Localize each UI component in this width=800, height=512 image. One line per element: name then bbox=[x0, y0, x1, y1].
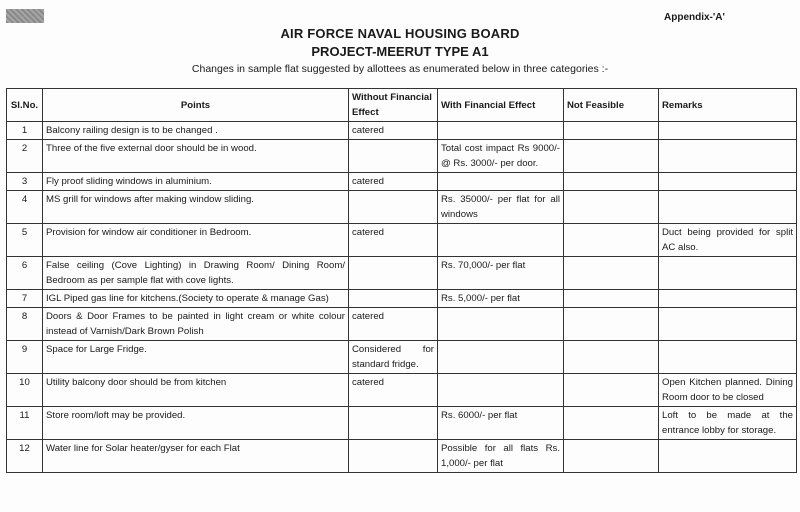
header-points: Points bbox=[43, 89, 349, 122]
table-row bbox=[7, 257, 797, 290]
table-row bbox=[7, 308, 797, 341]
cell-remarks: Duct being provided for split AC also. bbox=[659, 224, 797, 257]
cell-point: MS grill for windows after making window sliding. bbox=[43, 191, 349, 224]
cell-slno: 8 bbox=[7, 308, 43, 341]
cell-without-financial-effect bbox=[349, 191, 438, 224]
cell-remarks bbox=[659, 173, 797, 191]
cell-point: Balcony railing design is to be changed . bbox=[43, 122, 349, 140]
cell-without-financial-effect bbox=[349, 440, 438, 473]
appendix-label: Appendix-'A' bbox=[664, 12, 725, 23]
cell-not-feasible bbox=[564, 191, 659, 224]
table-row bbox=[7, 122, 797, 140]
cell-point: Water line for Solar heater/gyser for each Flat bbox=[43, 440, 349, 473]
cell-remarks bbox=[659, 341, 797, 374]
cell-slno: 10 bbox=[7, 374, 43, 407]
cell-not-feasible bbox=[564, 140, 659, 173]
cell-remarks bbox=[659, 122, 797, 140]
header-with-financial-effect: With Financial Effect bbox=[438, 89, 564, 122]
cell-with-financial-effect: Possible for all flats Rs. 1,000/- per flat bbox=[438, 440, 564, 473]
cell-without-financial-effect: catered bbox=[349, 374, 438, 407]
cell-remarks: Open Kitchen planned. Dining Room door to be closed bbox=[659, 374, 797, 407]
table-row bbox=[7, 341, 797, 374]
cell-not-feasible bbox=[564, 308, 659, 341]
cell-with-financial-effect bbox=[438, 308, 564, 341]
table-row bbox=[7, 290, 797, 308]
cell-not-feasible bbox=[564, 224, 659, 257]
cell-without-financial-effect: catered bbox=[349, 173, 438, 191]
cell-not-feasible bbox=[564, 407, 659, 440]
cell-point: Space for Large Fridge. bbox=[43, 341, 349, 374]
header-remarks: Remarks bbox=[659, 89, 797, 122]
changes-table bbox=[6, 88, 797, 473]
document-title: AIR FORCE NAVAL HOUSING BOARD bbox=[280, 26, 520, 41]
cell-not-feasible bbox=[564, 290, 659, 308]
cell-with-financial-effect: Rs. 70,000/- per flat bbox=[438, 257, 564, 290]
header-slno: Sl.No. bbox=[7, 89, 43, 122]
cell-with-financial-effect: Rs. 35000/- per flat for all windows bbox=[438, 191, 564, 224]
cell-without-financial-effect: catered bbox=[349, 224, 438, 257]
cell-slno: 9 bbox=[7, 341, 43, 374]
cell-without-financial-effect: Considered for standard fridge. bbox=[349, 341, 438, 374]
cell-with-financial-effect bbox=[438, 173, 564, 191]
cell-with-financial-effect bbox=[438, 224, 564, 257]
cell-slno: 1 bbox=[7, 122, 43, 140]
table-row bbox=[7, 173, 797, 191]
table-row bbox=[7, 407, 797, 440]
cell-point: Provision for window air conditioner in Bedroom. bbox=[43, 224, 349, 257]
cell-with-financial-effect bbox=[438, 374, 564, 407]
cell-without-financial-effect bbox=[349, 140, 438, 173]
document-subtitle: Changes in sample flat suggested by allottees as enumerated below in three categories :- bbox=[191, 63, 609, 75]
cell-with-financial-effect: Rs. 6000/- per flat bbox=[438, 407, 564, 440]
cell-slno: 3 bbox=[7, 173, 43, 191]
cell-with-financial-effect: Total cost impact Rs 9000/-@ Rs. 3000/- per door. bbox=[438, 140, 564, 173]
cell-point: Utility balcony door should be from kitchen bbox=[43, 374, 349, 407]
cell-not-feasible bbox=[564, 257, 659, 290]
cell-not-feasible bbox=[564, 173, 659, 191]
cell-not-feasible bbox=[564, 341, 659, 374]
cell-point: Store room/loft may be provided. bbox=[43, 407, 349, 440]
project-title: PROJECT-MEERUT TYPE A1 bbox=[311, 44, 489, 59]
cell-without-financial-effect: catered bbox=[349, 308, 438, 341]
table-row bbox=[7, 191, 797, 224]
cell-slno: 2 bbox=[7, 140, 43, 173]
cell-not-feasible bbox=[564, 374, 659, 407]
cell-remarks bbox=[659, 290, 797, 308]
header-not-feasible: Not Feasible bbox=[564, 89, 659, 122]
table-row bbox=[7, 224, 797, 257]
table-row bbox=[7, 374, 797, 407]
cell-point: Doors & Door Frames to be painted in light cream or white colour instead of Varnish/Dark Brown Polish bbox=[43, 308, 349, 341]
cell-remarks: Loft to be made at the entrance lobby for storage. bbox=[659, 407, 797, 440]
cell-remarks bbox=[659, 191, 797, 224]
header-without-financial-effect: Without Financial Effect bbox=[349, 89, 438, 122]
cell-slno: 5 bbox=[7, 224, 43, 257]
cell-with-financial-effect bbox=[438, 341, 564, 374]
cell-slno: 4 bbox=[7, 191, 43, 224]
table-header-row bbox=[7, 89, 797, 122]
cell-slno: 11 bbox=[7, 407, 43, 440]
cell-slno: 12 bbox=[7, 440, 43, 473]
cell-with-financial-effect bbox=[438, 122, 564, 140]
cell-remarks bbox=[659, 308, 797, 341]
cell-with-financial-effect: Rs. 5,000/- per flat bbox=[438, 290, 564, 308]
table-row bbox=[7, 440, 797, 473]
cell-point: False ceiling (Cove Lighting) in Drawing Room/ Dining Room/ Bedroom as per sample flat with cove lights. bbox=[43, 257, 349, 290]
cell-remarks bbox=[659, 140, 797, 173]
cell-point: Three of the five external door should be in wood. bbox=[43, 140, 349, 173]
cell-without-financial-effect: catered bbox=[349, 122, 438, 140]
cell-not-feasible bbox=[564, 440, 659, 473]
scan-mark bbox=[6, 9, 44, 23]
cell-remarks bbox=[659, 257, 797, 290]
cell-slno: 7 bbox=[7, 290, 43, 308]
cell-without-financial-effect bbox=[349, 290, 438, 308]
cell-point: Fly proof sliding windows in aluminium. bbox=[43, 173, 349, 191]
cell-without-financial-effect bbox=[349, 407, 438, 440]
cell-without-financial-effect bbox=[349, 257, 438, 290]
cell-point: IGL Piped gas line for kitchens.(Society to operate & manage Gas) bbox=[43, 290, 349, 308]
cell-slno: 6 bbox=[7, 257, 43, 290]
table-row bbox=[7, 140, 797, 173]
cell-not-feasible bbox=[564, 122, 659, 140]
cell-remarks bbox=[659, 440, 797, 473]
